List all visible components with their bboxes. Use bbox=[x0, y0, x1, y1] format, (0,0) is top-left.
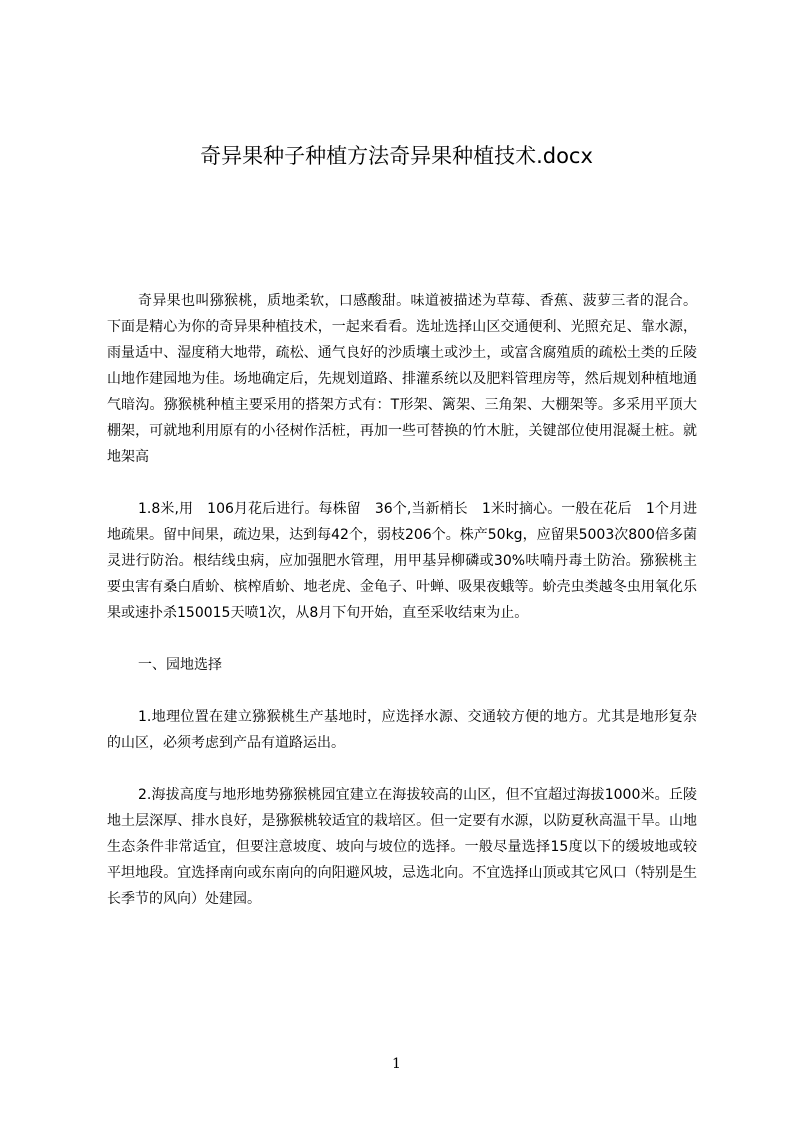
page-number: 1 bbox=[392, 1056, 401, 1072]
paragraph-management: 1.8米,用 106月花后进行。每株留 36个,当新梢长 1米时摘心。一般在花后 1个月进地疏果。留中间果，疏边果，达到每42个，弱枝206个。株产50kg，应留果5003次800倍多菌灵进行防治。根结线虫病，应加强肥水管理，用甲基异柳磷或30%呋喃丹毒土防治。猕猴桃主要虫害有桑白盾蚧、槟榨盾蚧、地老虎、金龟子、叶蝉、吸果夜蛾等。蚧壳虫类越冬虫用氧化乐果或速扑杀150015天喷1次，从8月下旬开始，直至采收结束为止。 bbox=[107, 501, 697, 621]
paragraph-intro: 奇异果也叫猕猴桃，质地柔软，口感酸甜。味道被描述为草莓、香蕉、菠萝三者的混合。下面是精心为你的奇异果种植技术，一起来看看。选址选择山区交通便利、光照充足、靠水源，雨量适中、湿度稍大地带，疏松、通气良好的沙质壤土或沙土，或富含腐殖质的疏松土类的丘陵山地作建园地为佳。场地确定后，先规划道路、排灌系统以及肥料管理房等，然后规划种植地通气暗沟。猕猴桃种植主要采用的搭架方式有：T形架、篱架、三角架、大棚架等。多采用平顶大棚架，可就地利用原有的小径树作活桩，再加一些可替换的竹木脏，关键部位使用混凝土桩。就地架高 bbox=[107, 293, 697, 465]
section-heading: 一、园地选择 bbox=[138, 657, 222, 673]
document-title: 奇异果种子种植方法奇异果种植技术.docx bbox=[200, 144, 593, 168]
paragraph-altitude: 2.海拔高度与地形地势猕猴桃园宜建立在海拔较高的山区，但不宜超过海拔1000米。丘陵地土层深厚、排水良好，是猕猴桃较适宜的栽培区。但一定要有水源，以防夏秋高温干旱。山地生态条件非常适宜，但要注意坡度、坡向与坡位的选择。一般尽量选择15度以下的缓坡地或较平坦地段。宜选择南向或东南向的向阳避风坡，忌选北向。不宜选择山顶或其它风口（特别是生长季节的风向）处建园。 bbox=[107, 787, 697, 907]
document-body bbox=[107, 288, 697, 912]
paragraph-location: 1.地理位置在建立猕猴桃生产基地时，应选择水源、交通较方便的地方。尤其是地形复杂的山区，必须考虑到产品有道路运出。 bbox=[107, 709, 697, 751]
